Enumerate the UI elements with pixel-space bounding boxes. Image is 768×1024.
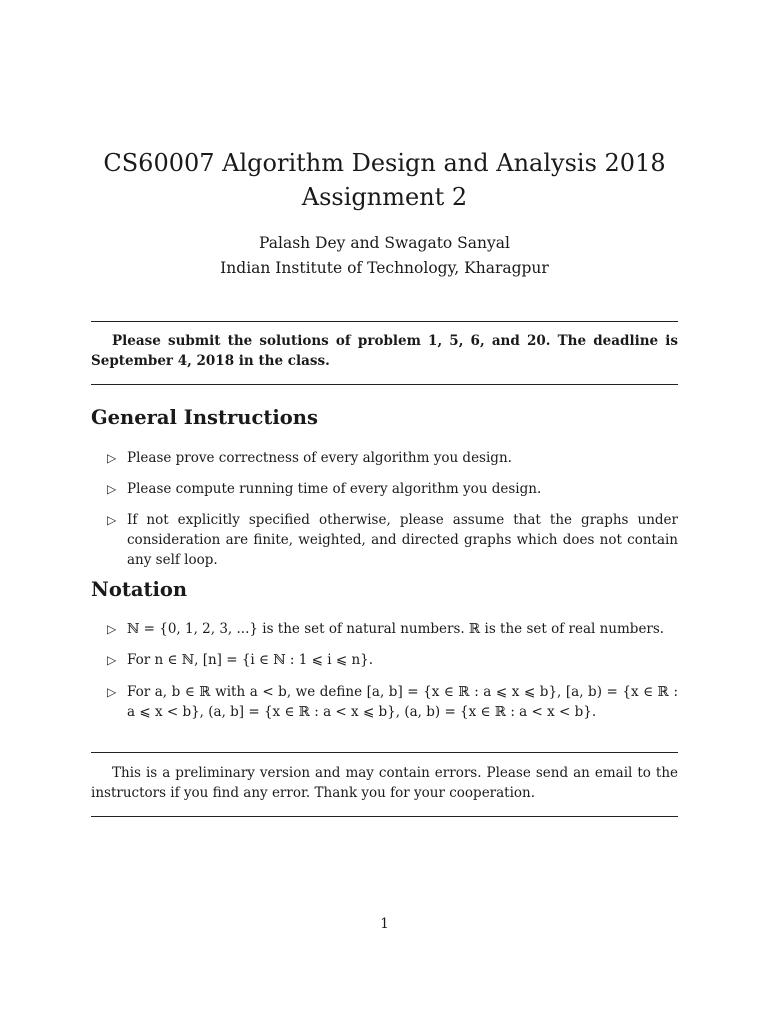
triangle-bullet-icon: ▷ xyxy=(107,685,117,699)
notation-text: For a, b ∈ ℝ with a < b, we define [a, b] = {x ∈ ℝ : a ⩽ x ⩽ b}, [a, b) = {x ∈ ℝ : a ⩽ x < b}, (a, b] = {x ∈ ℝ : a < x ⩽ b}, (a, b) = {x ∈ ℝ : a < x < b}. xyxy=(127,684,678,720)
instruction-item xyxy=(107,510,678,570)
notice-top-rule xyxy=(91,321,678,322)
triangle-bullet-icon: ▷ xyxy=(107,451,117,465)
triangle-bullet-icon: ▷ xyxy=(107,622,117,636)
notation-text: For n ∈ ℕ, [n] = {i ∈ ℕ : 1 ⩽ i ⩽ n}. xyxy=(127,652,374,668)
instruction-text: Please compute running time of every algorithm you design. xyxy=(127,481,542,497)
page-number: 1 xyxy=(380,916,389,932)
footnote-top-rule xyxy=(91,752,678,753)
section-heading-general-instructions: General Instructions xyxy=(91,406,318,429)
institute-name: Indian Institute of Technology, Kharagpur xyxy=(220,259,549,277)
author-names: Palash Dey and Swagato Sanyal xyxy=(259,234,510,252)
title-line-assignment: Assignment 2 xyxy=(301,183,468,211)
triangle-bullet-icon: ▷ xyxy=(107,482,117,496)
footnote-bottom-rule xyxy=(91,816,678,817)
notation-item xyxy=(107,682,678,722)
triangle-bullet-icon: ▷ xyxy=(107,653,117,667)
instruction-text: If not explicitly specified otherwise, please assume that the graphs under consideration are finite, weighted, and directed graphs which does not contain any self loop. xyxy=(127,512,678,568)
submission-notice: Please submit the solutions of problem 1, 5, 6, and 20. The deadline is September 4, 2018 in the class. xyxy=(91,333,678,369)
notation-item xyxy=(107,650,678,670)
instruction-text: Please prove correctness of every algorithm you design. xyxy=(127,450,512,466)
notice-bottom-rule xyxy=(91,384,678,385)
section-heading-notation: Notation xyxy=(91,578,188,601)
author-block xyxy=(91,231,678,281)
instruction-item xyxy=(107,448,678,468)
document-page xyxy=(91,0,678,1024)
notation-text: ℕ = {0, 1, 2, 3, ...} is the set of natural numbers. ℝ is the set of real numbers. xyxy=(127,621,665,637)
instruction-item xyxy=(107,479,678,499)
notation-item xyxy=(107,619,678,639)
title-line-course: CS60007 Algorithm Design and Analysis 2018 xyxy=(103,149,666,177)
triangle-bullet-icon: ▷ xyxy=(107,513,117,527)
preliminary-version-note: This is a preliminary version and may contain errors. Please send an email to the instructors if you find any error. Thank you for your cooperation. xyxy=(91,765,678,801)
document-title xyxy=(91,146,678,214)
